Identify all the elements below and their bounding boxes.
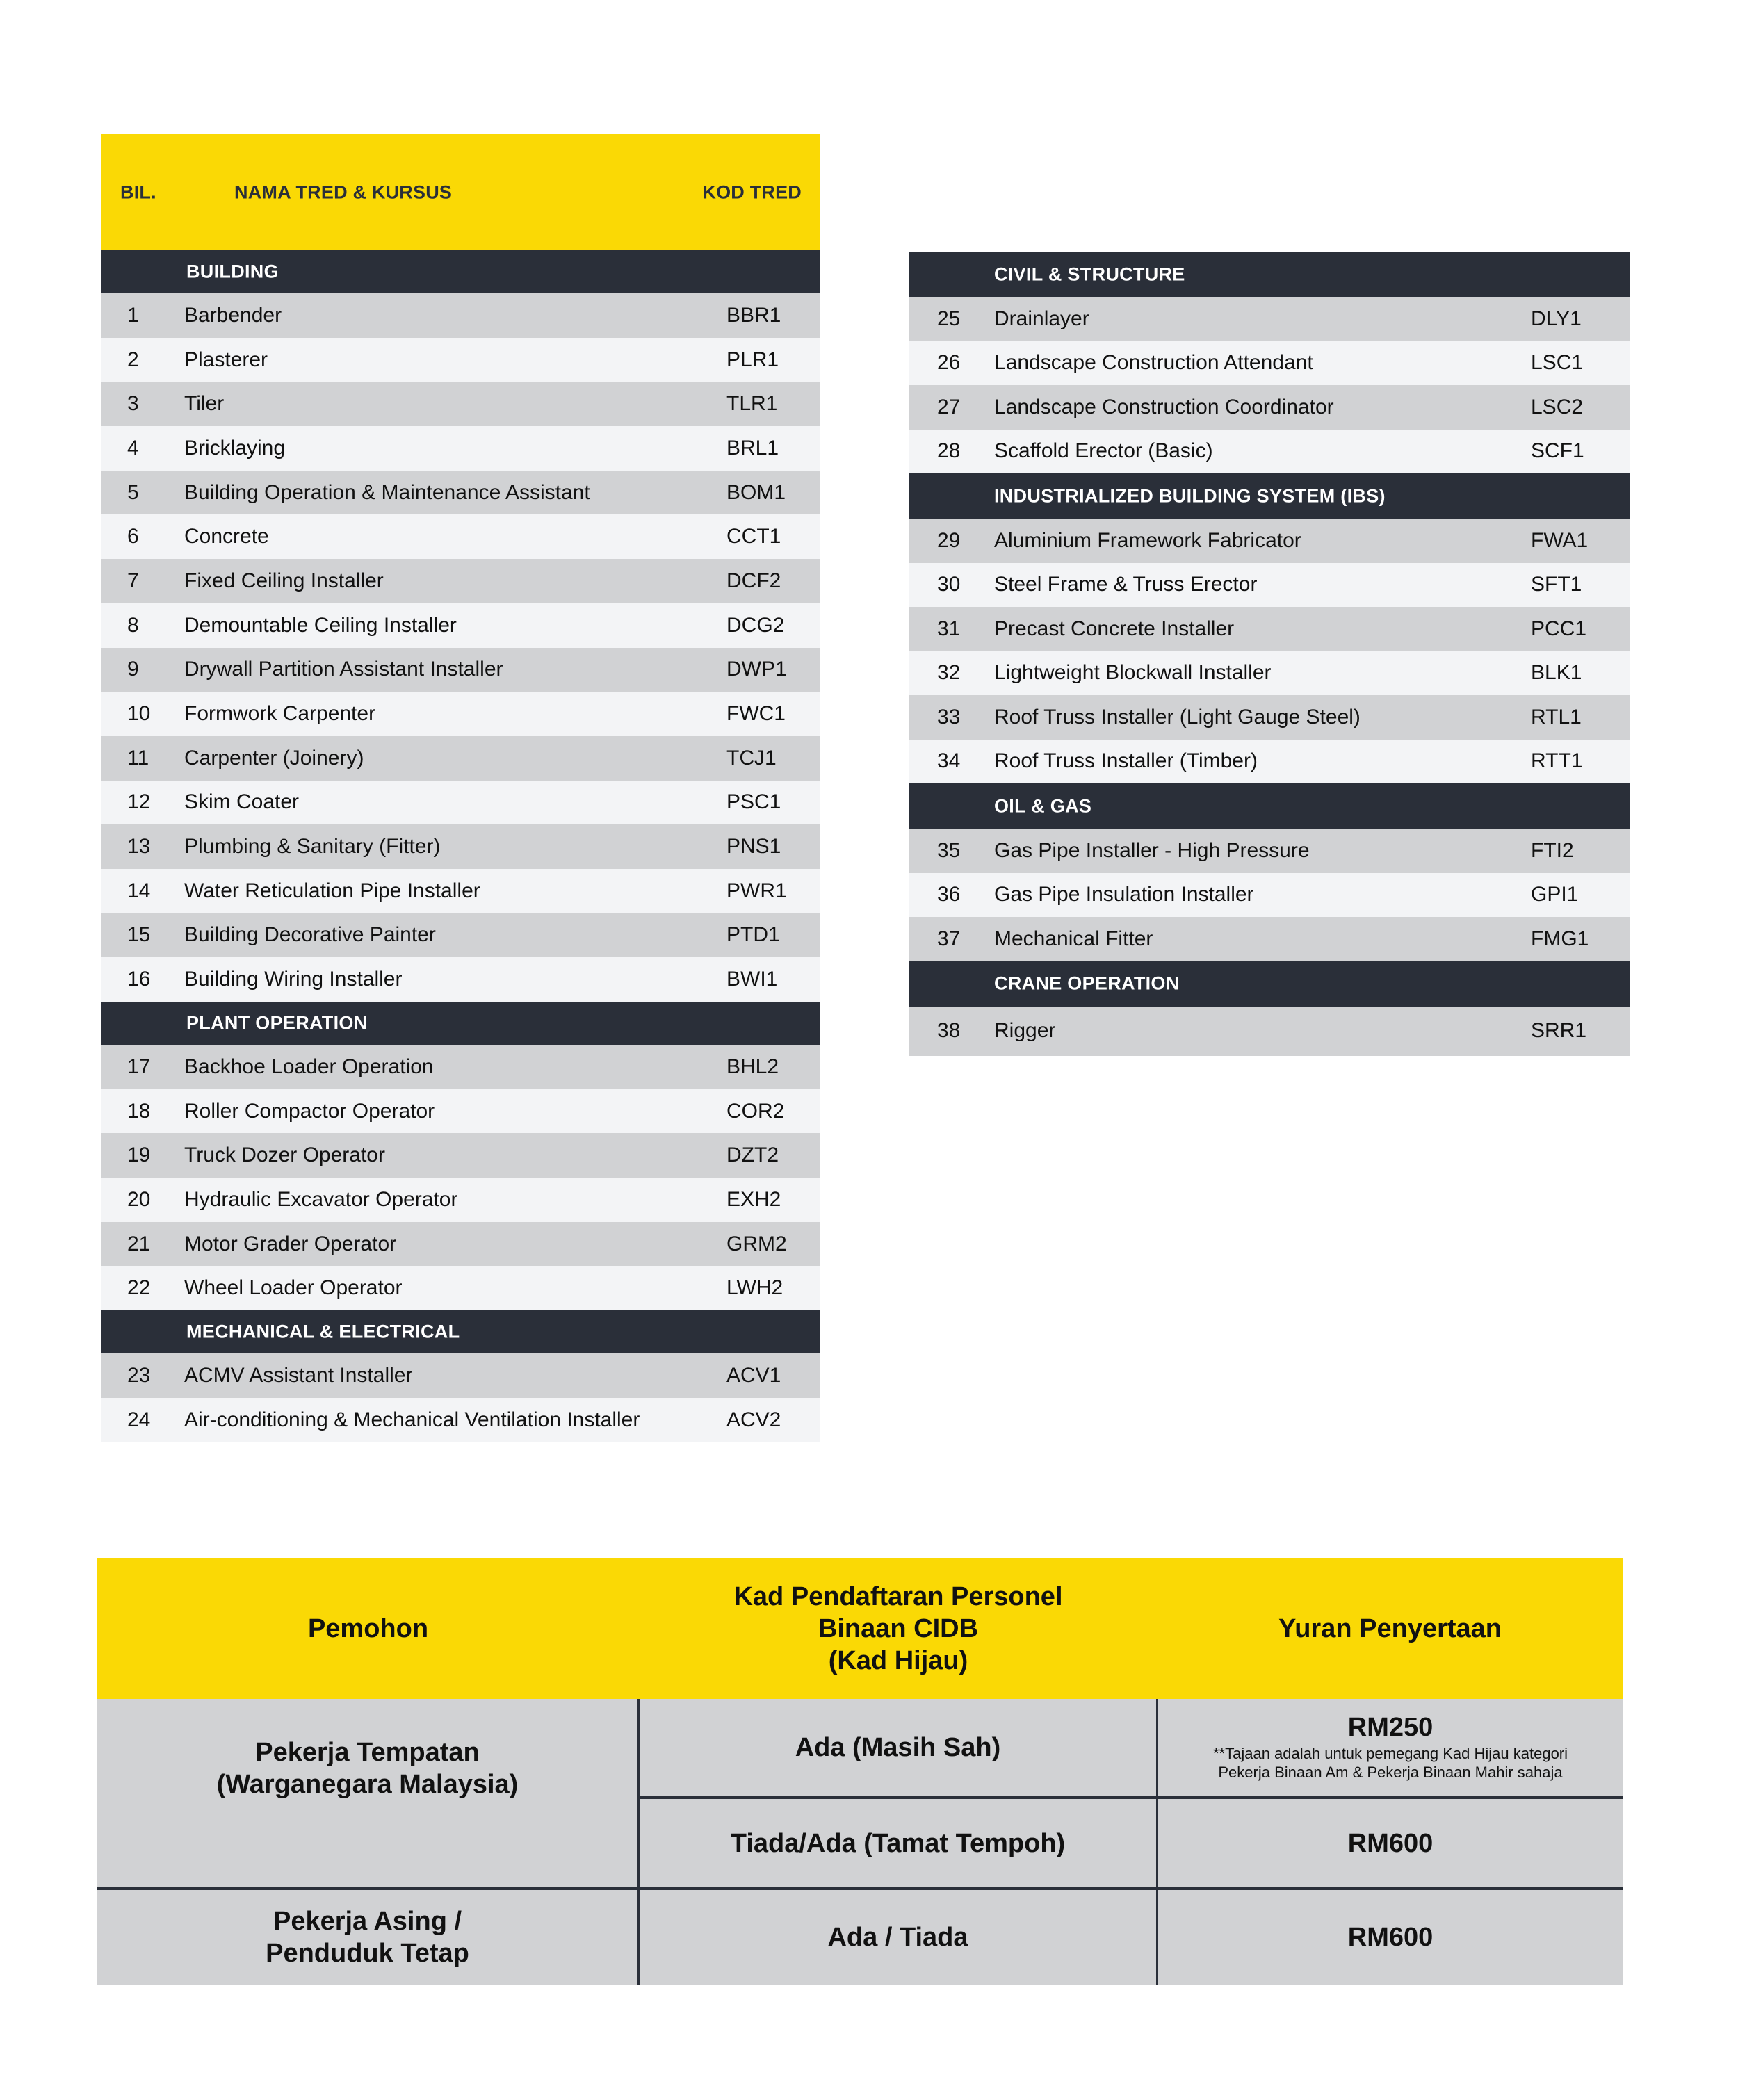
trade-code: DLY1: [1531, 307, 1582, 330]
table-row: [101, 514, 820, 559]
trade-code: DCG2: [726, 613, 785, 637]
trade-name: Barbender: [184, 303, 282, 327]
row-number: 5: [127, 480, 139, 504]
trade-code: RTT1: [1531, 749, 1583, 773]
trade-table-right: [909, 252, 1630, 1056]
fee-card-foreign: [640, 1890, 1156, 1985]
fee-table-header: [97, 1558, 1623, 1699]
row-number: 6: [127, 525, 139, 548]
row-number: 13: [127, 835, 151, 858]
section-title: PLANT OPERATION: [186, 1012, 368, 1034]
trade-name: Roller Compactor Operator: [184, 1099, 435, 1123]
trade-code: FWC1: [726, 702, 786, 726]
fee-card-local-valid-text: Ada (Masih Sah): [795, 1733, 1001, 1762]
trade-code: BWI1: [726, 968, 778, 991]
trade-code: BOM1: [726, 480, 786, 504]
fee-card-foreign-text: Ada / Tiada: [827, 1923, 968, 1952]
trade-code: FMG1: [1531, 927, 1589, 950]
row-number: 38: [937, 1019, 961, 1042]
trade-code: PLR1: [726, 348, 779, 371]
section-header: [101, 250, 820, 293]
trade-code: DWP1: [726, 658, 787, 681]
table-row: [101, 382, 820, 426]
trade-name: Drainlayer: [994, 307, 1089, 330]
row-number: 25: [937, 307, 961, 330]
trade-name: Building Decorative Painter: [184, 923, 436, 947]
trade-name: Water Reticulation Pipe Installer: [184, 879, 480, 902]
fee-applicant-local: [97, 1699, 637, 1887]
table-row: [101, 913, 820, 958]
row-number: 35: [937, 838, 961, 862]
row-number: 28: [937, 439, 961, 463]
trade-code: PWR1: [726, 879, 787, 902]
trade-code: CCT1: [726, 525, 781, 548]
fee-header-kad-text: [733, 1581, 1062, 1677]
table-row: [909, 519, 1630, 563]
fee-amount-local-expired: [1158, 1799, 1623, 1887]
trade-code: SCF1: [1531, 439, 1584, 463]
fee-amount-foreign-value: RM600: [1347, 1923, 1434, 1952]
trade-code: RTL1: [1531, 705, 1582, 729]
table-row: [101, 426, 820, 471]
trade-name: Aluminium Framework Fabricator: [994, 528, 1301, 552]
section-title: OIL & GAS: [994, 795, 1092, 816]
trade-name: Concrete: [184, 525, 269, 548]
row-number: 4: [127, 436, 139, 459]
fee-header-kad-line2: Binaan CIDB: [818, 1614, 979, 1643]
section-title: BUILDING: [186, 261, 279, 282]
section-header: [101, 1002, 820, 1045]
trade-code: LSC2: [1531, 395, 1584, 418]
trade-name: Hydraulic Excavator Operator: [184, 1187, 458, 1211]
fee-sponsorship-note: [1213, 1744, 1568, 1782]
table-row: [101, 824, 820, 869]
table-row: [101, 338, 820, 382]
fee-applicant-foreign-line2: Penduduk Tetap: [266, 1939, 469, 1968]
table-row: [101, 1353, 820, 1398]
trade-code: BLK1: [1531, 661, 1582, 685]
fee-header-pemohon-text: Pemohon: [307, 1614, 429, 1643]
trade-name: Motor Grader Operator: [184, 1232, 397, 1255]
trade-code: BRL1: [726, 436, 779, 459]
trade-name: Lightweight Blockwall Installer: [994, 661, 1272, 685]
column-header-kod: KOD TRED: [702, 181, 802, 202]
trade-code: EXH2: [726, 1187, 781, 1211]
table-row: [101, 1266, 820, 1310]
fee-applicant-local-line1: Pekerja Tempatan: [255, 1738, 480, 1767]
table-row: [101, 1398, 820, 1442]
trade-name: Building Operation & Maintenance Assistant: [184, 480, 590, 504]
row-number: 14: [127, 879, 151, 902]
trade-name: Rigger: [994, 1019, 1056, 1042]
row-number: 12: [127, 790, 151, 814]
row-number: 32: [937, 661, 961, 685]
row-number: 36: [937, 883, 961, 906]
table-row: [909, 297, 1630, 341]
row-number: 1: [127, 303, 139, 327]
row-number: 37: [937, 927, 961, 950]
column-header-nama: NAMA TRED & KURSUS: [234, 181, 453, 202]
trade-code: PSC1: [726, 790, 781, 814]
row-number: 19: [127, 1143, 151, 1167]
table-row: [101, 869, 820, 913]
table-row: [101, 692, 820, 736]
trade-name: Roof Truss Installer (Timber): [994, 749, 1258, 773]
row-number: 20: [127, 1187, 151, 1211]
table-row: [101, 1133, 820, 1178]
table-row: [101, 736, 820, 781]
fee-header-kad-line3: (Kad Hijau): [828, 1646, 968, 1675]
fee-amount-local-valid-value: RM250: [1347, 1713, 1434, 1742]
trade-name: Tiler: [184, 392, 225, 416]
table-row: [909, 695, 1630, 740]
trade-code: TCJ1: [726, 746, 777, 770]
row-number: 7: [127, 569, 139, 592]
trade-code: TLR1: [726, 392, 778, 416]
row-number: 10: [127, 702, 151, 726]
table-row: [909, 607, 1630, 651]
trade-code: ACV2: [726, 1408, 781, 1431]
table-row: [101, 648, 820, 692]
trade-name: Scaffold Erector (Basic): [994, 439, 1213, 463]
row-number: 2: [127, 348, 139, 371]
trade-name: Demountable Ceiling Installer: [184, 613, 457, 637]
fee-amount-local-valid: [1158, 1699, 1623, 1796]
fee-card-local-expired: [640, 1799, 1156, 1887]
trade-name: Steel Frame & Truss Erector: [994, 573, 1258, 596]
table-row: [909, 385, 1630, 430]
trade-code: FWA1: [1531, 528, 1589, 552]
row-number: 17: [127, 1055, 151, 1078]
trade-code: LWH2: [726, 1276, 783, 1300]
fee-applicant-local-line2: (Warganegara Malaysia): [216, 1770, 519, 1799]
row-number: 9: [127, 658, 139, 681]
trade-code: ACV1: [726, 1363, 781, 1387]
row-number: 27: [937, 395, 961, 418]
row-number: 8: [127, 613, 139, 637]
row-number: 18: [127, 1099, 151, 1123]
table-row: [101, 559, 820, 603]
fee-applicant-foreign: [97, 1890, 637, 1985]
section-header: [909, 961, 1630, 1007]
table-row: [909, 563, 1630, 608]
fee-amount-local-expired-value: RM600: [1347, 1828, 1434, 1858]
table-row: [909, 829, 1630, 873]
trade-table-left: [101, 134, 820, 1442]
table-row: [101, 293, 820, 338]
table-row: [101, 471, 820, 515]
section-header: [101, 1310, 820, 1353]
trade-name: Mechanical Fitter: [994, 927, 1153, 950]
row-number: 21: [127, 1232, 151, 1255]
trade-code: SFT1: [1531, 573, 1582, 596]
trade-name: Plasterer: [184, 348, 268, 371]
trade-name: ACMV Assistant Installer: [184, 1363, 413, 1387]
table-row: [909, 917, 1630, 961]
trade-name: Wheel Loader Operator: [184, 1276, 403, 1300]
row-number: 29: [937, 528, 961, 552]
trade-name: Truck Dozer Operator: [184, 1143, 385, 1167]
trade-name: Landscape Construction Coordinator: [994, 395, 1334, 418]
fee-card-local-valid: [640, 1699, 1156, 1796]
section-header: [909, 783, 1630, 829]
trade-name: Backhoe Loader Operation: [184, 1055, 434, 1078]
table-row: [909, 430, 1630, 474]
row-number: 26: [937, 351, 961, 375]
row-number: 3: [127, 392, 139, 416]
trade-name: Building Wiring Installer: [184, 968, 403, 991]
table-row: [909, 740, 1630, 784]
fee-header-yuran-text: Yuran Penyertaan: [1278, 1614, 1502, 1643]
table-row: [101, 1045, 820, 1089]
trade-code: GPI1: [1531, 883, 1579, 906]
trade-name: Formwork Carpenter: [184, 702, 376, 726]
section-title: MECHANICAL & ELECTRICAL: [186, 1321, 460, 1342]
trade-code: FTI2: [1531, 838, 1574, 862]
trade-name: Bricklaying: [184, 436, 286, 459]
row-number: 15: [127, 923, 151, 947]
trade-name: Precast Concrete Installer: [994, 617, 1235, 640]
row-number: 16: [127, 968, 151, 991]
trade-code: GRM2: [726, 1232, 787, 1255]
table-row: [101, 1089, 820, 1134]
fee-card-local-expired-text: Tiada/Ada (Tamat Tempoh): [730, 1828, 1066, 1858]
trade-code: BBR1: [726, 303, 781, 327]
trade-name: Skim Coater: [184, 790, 300, 814]
trade-name: Gas Pipe Installer - High Pressure: [994, 838, 1310, 862]
fee-header-kad-line1: Kad Pendaftaran Personel: [733, 1582, 1063, 1611]
fee-note-line2: Pekerja Binaan Am & Pekerja Binaan Mahir sahaja: [1218, 1764, 1563, 1781]
row-number: 24: [127, 1408, 151, 1431]
trade-code: BHL2: [726, 1055, 779, 1078]
fee-header-kad: [639, 1558, 1158, 1699]
row-number: 22: [127, 1276, 151, 1300]
section-title: CIVIL & STRUCTURE: [994, 263, 1185, 284]
row-number: 31: [937, 617, 961, 640]
fee-header-yuran: [1158, 1558, 1623, 1699]
trade-name: Fixed Ceiling Installer: [184, 569, 384, 592]
section-title: CRANE OPERATION: [994, 972, 1180, 994]
trade-code: COR2: [726, 1099, 785, 1123]
row-number: 23: [127, 1363, 151, 1387]
table-row: [909, 1007, 1630, 1056]
table-row: [909, 651, 1630, 696]
table-row: [909, 873, 1630, 918]
table-row: [101, 1178, 820, 1222]
table-row: [909, 341, 1630, 386]
trade-name: Roof Truss Installer (Light Gauge Steel): [994, 705, 1361, 729]
trade-name: Drywall Partition Assistant Installer: [184, 658, 503, 681]
trade-code: LSC1: [1531, 351, 1584, 375]
fee-table: [97, 1558, 1623, 1985]
section-header: [909, 252, 1630, 297]
table-row: [101, 603, 820, 648]
trade-name: Carpenter (Joinery): [184, 746, 364, 770]
column-header-bil: BIL.: [120, 181, 156, 202]
trade-code: PTD1: [726, 923, 780, 947]
trade-code: DCF2: [726, 569, 781, 592]
trade-code: PNS1: [726, 835, 781, 858]
section-title: INDUSTRIALIZED BUILDING SYSTEM (IBS): [994, 485, 1386, 506]
row-number: 30: [937, 573, 961, 596]
row-number: 34: [937, 749, 961, 773]
fee-note-line1: **Tajaan adalah untuk pemegang Kad Hijau kategori: [1212, 1745, 1568, 1762]
trade-code: PCC1: [1531, 617, 1587, 640]
table-row: [101, 1222, 820, 1267]
table-row: [101, 781, 820, 825]
trade-code: SRR1: [1531, 1019, 1587, 1042]
fee-header-pemohon: [97, 1558, 639, 1699]
trade-code: DZT2: [726, 1143, 779, 1167]
trade-name: Landscape Construction Attendant: [994, 351, 1313, 375]
trade-name: Air-conditioning & Mechanical Ventilation Installer: [184, 1408, 640, 1431]
trade-table-header: [101, 134, 820, 250]
trade-name: Plumbing & Sanitary (Fitter): [184, 835, 441, 858]
row-number: 33: [937, 705, 961, 729]
fee-applicant-foreign-line1: Pekerja Asing /: [273, 1907, 462, 1936]
row-number: 11: [127, 746, 149, 770]
fee-amount-foreign: [1158, 1890, 1623, 1985]
trade-name: Gas Pipe Insulation Installer: [994, 883, 1254, 906]
section-header: [909, 473, 1630, 519]
table-row: [101, 957, 820, 1002]
